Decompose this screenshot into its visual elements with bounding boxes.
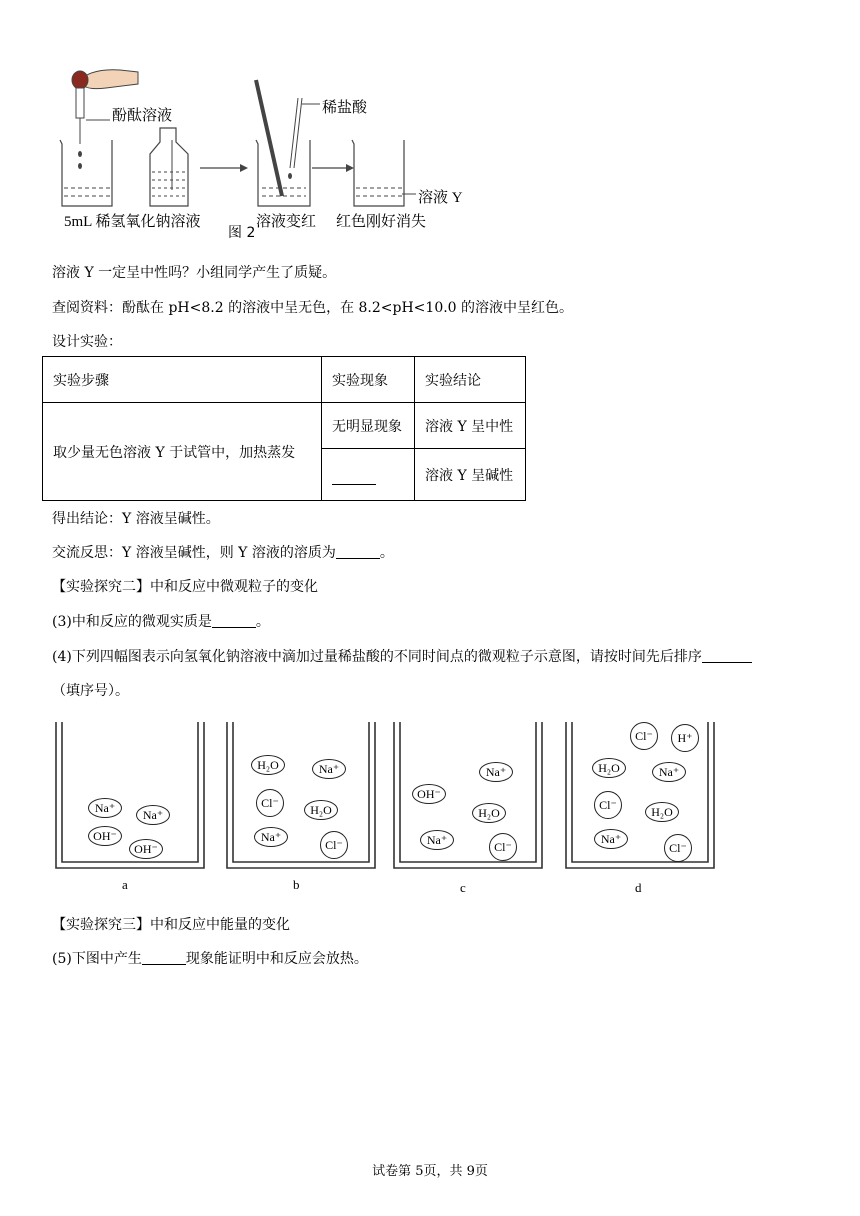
table-row1-conclusion: 溶液 Y 呈中性	[415, 403, 526, 449]
table-header-phenomenon: 实验现象	[322, 357, 415, 403]
beaker-a-label: a	[122, 877, 128, 892]
ion-a-oh-1: OH⁻	[88, 826, 122, 846]
ion-c-h2o-1: H₂O	[472, 803, 506, 823]
label-turn-red: 溶液变红	[256, 212, 317, 230]
ion-b-cl-1: Cl⁻	[256, 789, 284, 817]
q4-line2: （填序号）。	[52, 683, 129, 699]
figure-2	[50, 62, 480, 241]
reflect-prefix: 交流反思：Y 溶液呈碱性，则 Y 溶液的溶质为	[52, 545, 336, 561]
question-neutral: 溶液 Y 一定呈中性吗？小组同学产生了质疑。	[52, 265, 337, 281]
table-step-cell: 取少量无色溶液 Y 于试管中，加热蒸发	[43, 403, 322, 501]
label-naoh: 5mL 稀氢氧化钠溶液	[64, 214, 201, 230]
ion-c-na-2: Na⁺	[420, 830, 454, 850]
ion-d-h2o-1: H₂O	[592, 758, 626, 778]
design-label: 设计实验：	[52, 334, 122, 350]
q4-line1	[52, 647, 752, 667]
reference-text: 查阅资料：酚酞在 pH<8.2 的溶液中呈无色，在 8.2<pH<10.0 的溶液中呈红色。	[52, 300, 574, 316]
reflect-line	[52, 543, 394, 563]
q4-text: (4)下列四幅图表示向氢氧化钠溶液中滴加过量稀盐酸的不同时间点的微观粒子示意图，请按时间先后排序	[52, 649, 702, 665]
label-red-vanish: 红色刚好消失	[336, 212, 427, 230]
q5-suffix: 现象能证明中和反应会放热。	[185, 951, 368, 967]
table-header-step: 实验步骤	[43, 357, 322, 403]
ion-b-na-1: Na⁺	[312, 759, 346, 779]
q3-answer-blank[interactable]	[212, 613, 256, 628]
ion-c-oh-1: OH⁻	[412, 784, 446, 804]
reflect-answer-blank[interactable]	[336, 544, 380, 559]
ion-c-na-1: Na⁺	[479, 762, 513, 782]
exp3-title: 【实验探究三】中和反应中能量的变化	[52, 917, 290, 933]
ion-d-cl-1: Cl⁻	[630, 722, 658, 750]
ion-d-h2o-2: H₂O	[645, 802, 679, 822]
figure-2-caption: 图 2	[228, 225, 256, 241]
q3-prefix: (3)中和反应的微观实质是	[52, 614, 212, 630]
q5-line	[52, 949, 368, 969]
beaker-b-label: b	[293, 877, 300, 892]
table-row2-phenomenon-blank[interactable]	[322, 449, 415, 501]
ion-a-na-2: Na⁺	[136, 805, 170, 825]
ion-d-na-1: Na⁺	[652, 762, 686, 782]
conclusion-text: 得出结论：Y 溶液呈碱性。	[52, 511, 220, 527]
ion-b-cl-2: Cl⁻	[320, 831, 348, 859]
ion-b-h2o-2: H₂O	[304, 800, 338, 820]
ion-b-na-2: Na⁺	[254, 827, 288, 847]
experiment-table	[42, 356, 526, 501]
beaker-c-label: c	[460, 880, 466, 895]
q3-suffix: 。	[255, 614, 270, 630]
table-header-conclusion: 实验结论	[415, 357, 526, 403]
page-footer: 试卷第 5页，共 9页	[372, 1164, 488, 1179]
ion-b-h2o-1: H₂O	[251, 755, 285, 775]
ion-d-cl-2: Cl⁻	[594, 791, 622, 819]
ion-d-cl-3: Cl⁻	[664, 834, 692, 862]
exp2-title: 【实验探究二】中和反应中微观粒子的变化	[52, 579, 318, 595]
label-phenolphthalein: 酚酞溶液	[112, 106, 173, 124]
q3-line	[52, 612, 270, 632]
ion-d-h-1: H⁺	[671, 724, 699, 752]
table-row1-phenomenon: 无明显现象	[322, 403, 415, 449]
q4-answer-blank[interactable]	[702, 648, 752, 663]
ion-a-na-1: Na⁺	[88, 798, 122, 818]
label-solution-y: 溶液 Y	[418, 190, 463, 206]
label-hcl: 稀盐酸	[322, 98, 368, 116]
ion-d-na-2: Na⁺	[594, 829, 628, 849]
q5-prefix: (5)下图中产生	[52, 951, 142, 967]
beaker-d-label: d	[635, 880, 642, 895]
ion-c-cl-1: Cl⁻	[489, 833, 517, 861]
table-row2-conclusion: 溶液 Y 呈碱性	[415, 449, 526, 501]
q5-answer-blank[interactable]	[142, 950, 186, 965]
ion-a-oh-2: OH⁻	[129, 839, 163, 859]
reflect-suffix: 。	[379, 545, 394, 561]
